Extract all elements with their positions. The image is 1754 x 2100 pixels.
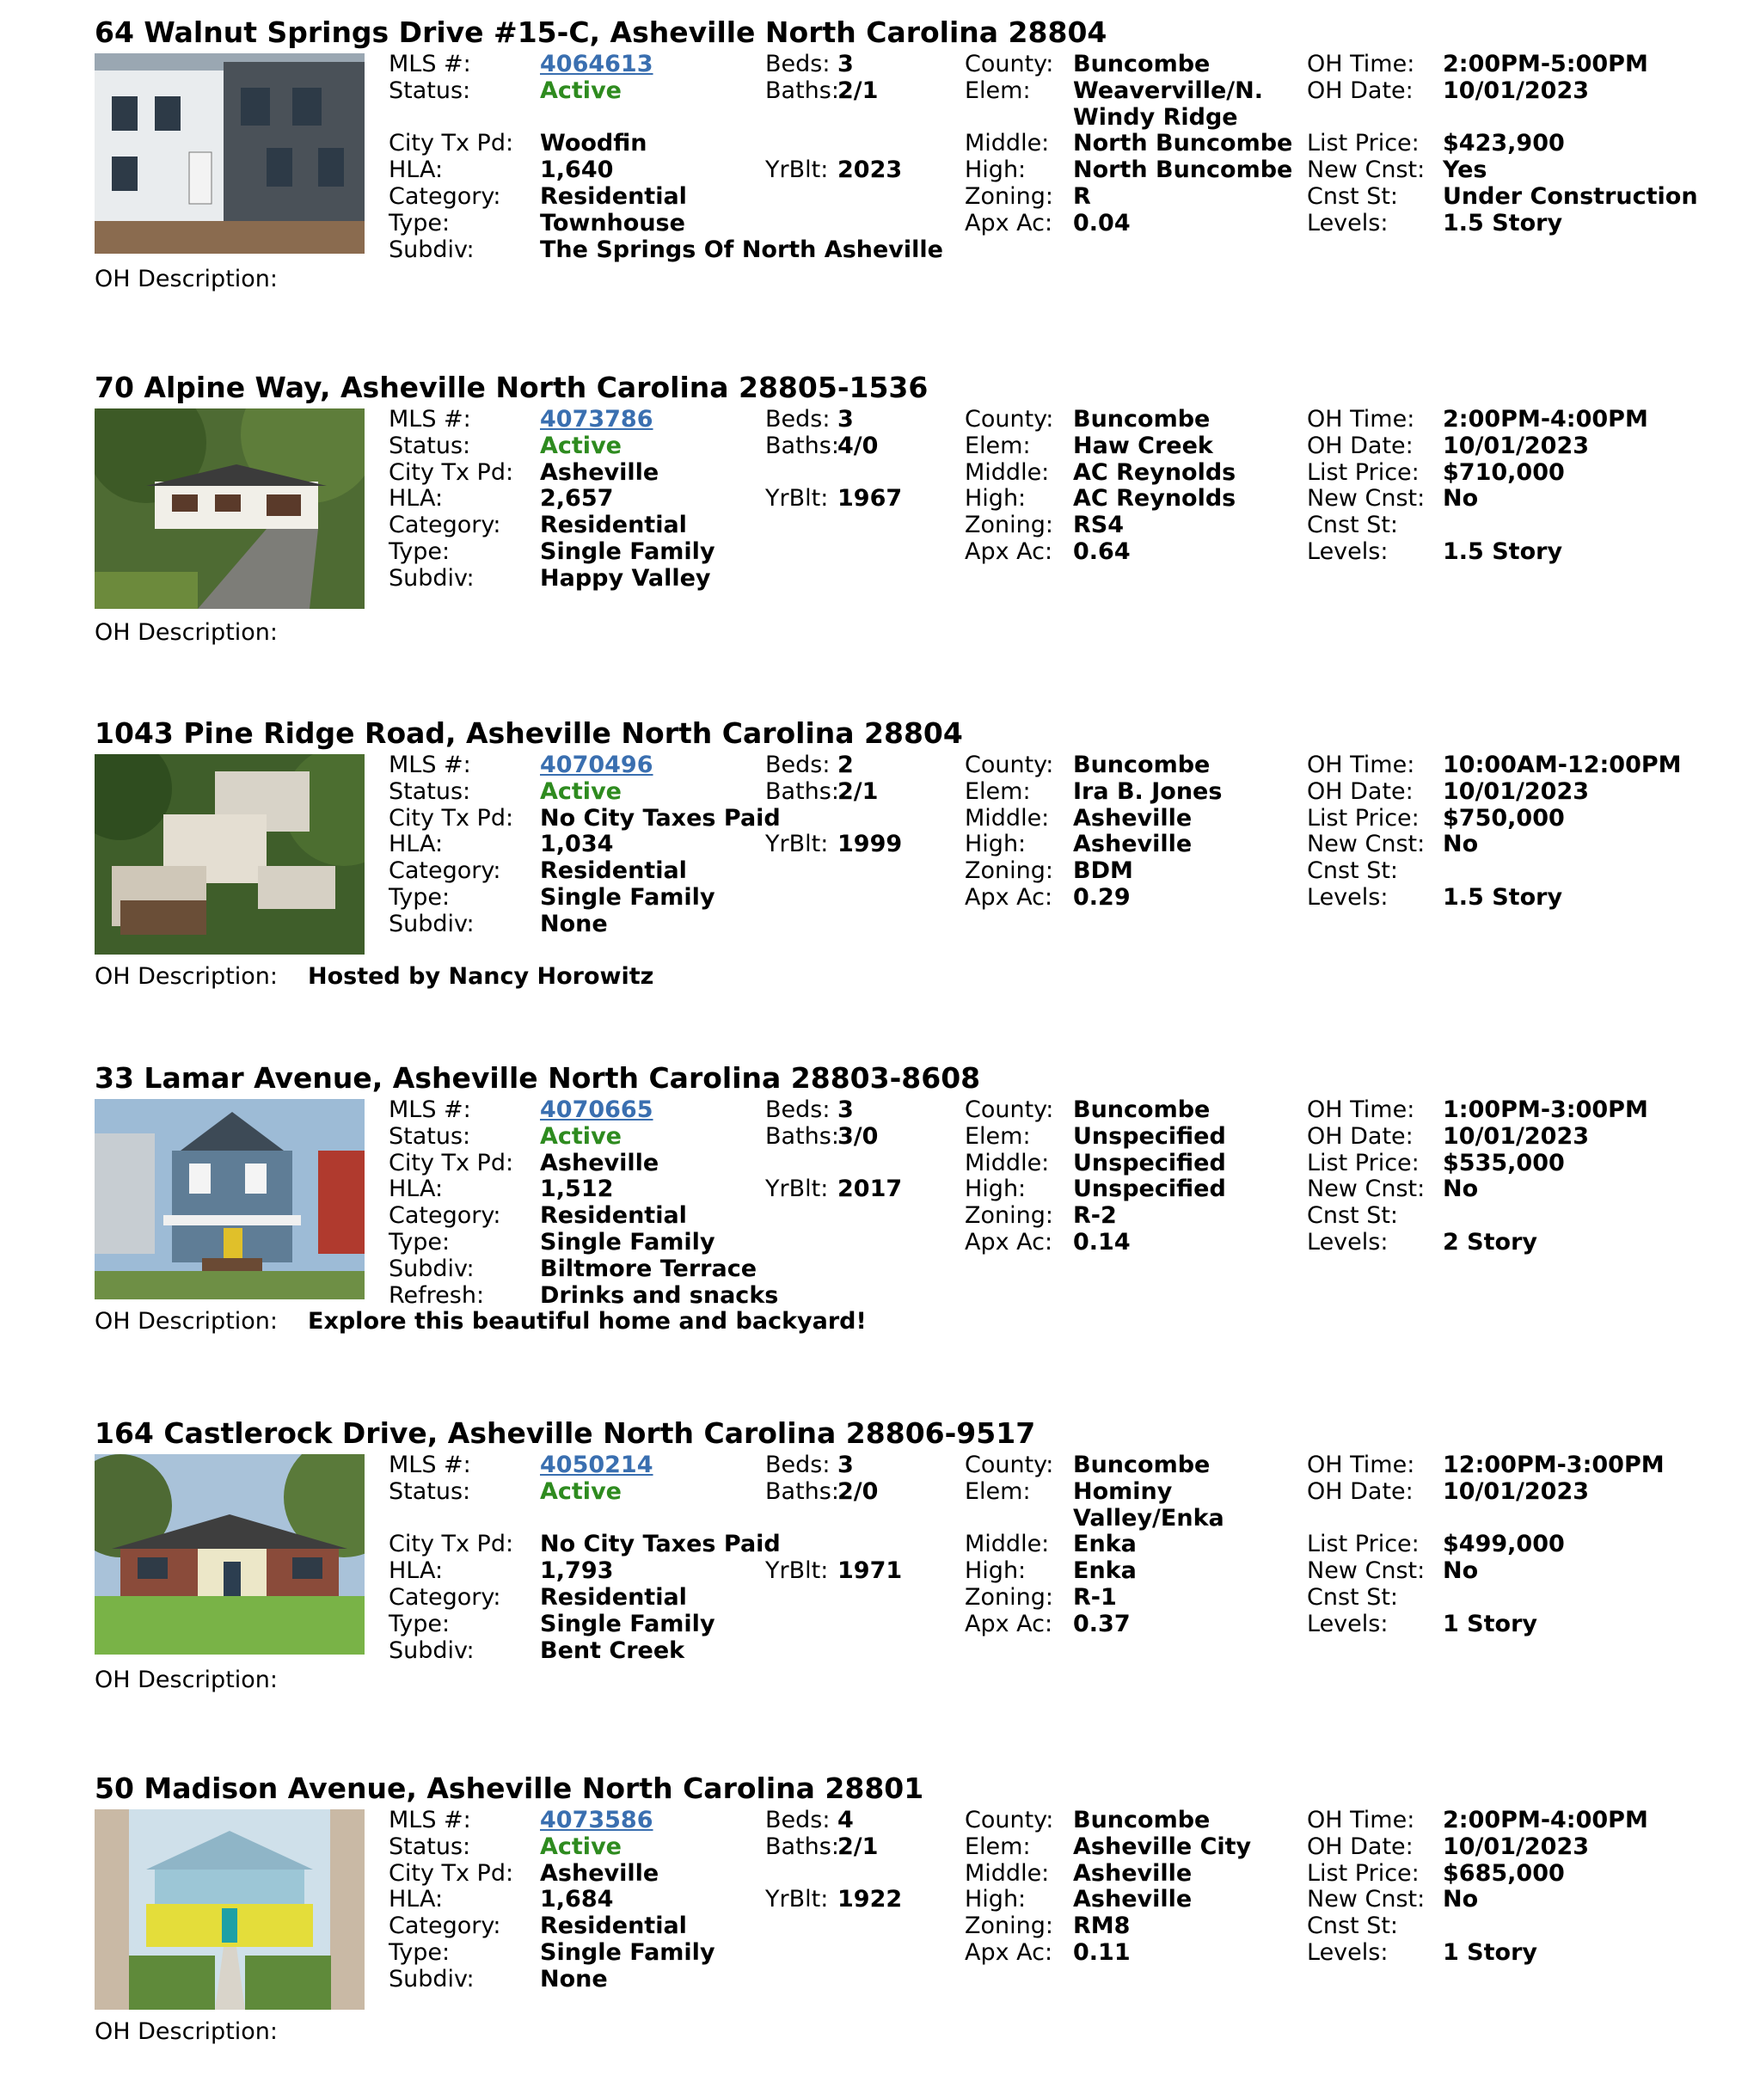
value-apx_ac: 0.04 xyxy=(1073,209,1131,236)
value-high: Unspecified xyxy=(1073,1176,1226,1203)
label-elem: Elem: xyxy=(965,777,1031,805)
value-subdiv: Biltmore Terrace xyxy=(540,1255,757,1282)
label-type: Type: xyxy=(389,1229,451,1256)
label-elem: Elem: xyxy=(965,1122,1031,1150)
value-levels: 1 Story xyxy=(1443,1939,1538,1966)
label-cnst_st: Cnst St: xyxy=(1307,183,1399,210)
value-category: Residential xyxy=(540,512,687,539)
listing-address: 1043 Pine Ridge Road, Asheville North Carolina 28804 xyxy=(95,716,963,750)
label-apx_ac: Apx Ac: xyxy=(965,209,1053,236)
label-county: County: xyxy=(965,406,1054,433)
label-city_tx: City Tx Pd: xyxy=(389,1859,514,1887)
value-yrblt: 2023 xyxy=(837,157,903,184)
label-subdiv: Subdiv: xyxy=(389,1255,475,1282)
label-oh_time: OH Time: xyxy=(1307,406,1415,433)
value-apx_ac: 0.64 xyxy=(1073,538,1131,565)
value-list_price: $535,000 xyxy=(1443,1149,1565,1176)
label-category: Category: xyxy=(389,512,501,539)
label-type: Type: xyxy=(389,209,451,236)
value-list_price: $710,000 xyxy=(1443,458,1565,486)
value-zoning: R-1 xyxy=(1073,1584,1117,1611)
label-zoning: Zoning: xyxy=(965,183,1053,210)
label-beds: Beds: xyxy=(765,1452,831,1478)
label-type: Type: xyxy=(389,1939,451,1966)
mls-number-link[interactable]: 4073586 xyxy=(540,1807,653,1833)
value-elem-line1: Weaverville/N. xyxy=(1073,77,1263,104)
label-new_cnst: New Cnst: xyxy=(1307,485,1426,513)
listing-card xyxy=(95,1773,1728,2100)
label-apx_ac: Apx Ac: xyxy=(965,1229,1053,1256)
label-category: Category: xyxy=(389,1584,501,1611)
value-subdiv: None xyxy=(540,910,608,937)
label-oh_date: OH Date: xyxy=(1307,1833,1414,1860)
value-baths: 4/0 xyxy=(837,432,879,459)
value-hla: 1,793 xyxy=(540,1557,614,1585)
label-yrblt: YrBlt: xyxy=(765,1176,829,1203)
label-elem: Elem: xyxy=(965,77,1031,104)
label-oh_time: OH Time: xyxy=(1307,1452,1415,1478)
label-levels: Levels: xyxy=(1307,209,1389,236)
label-cnst_st: Cnst St: xyxy=(1307,1202,1399,1230)
value-elem: Ira B. Jones xyxy=(1073,777,1223,805)
value-list_price: $423,900 xyxy=(1443,130,1565,157)
label-status: Status: xyxy=(389,432,471,459)
value-hla: 1,640 xyxy=(540,157,614,184)
value-new_cnst: No xyxy=(1443,1557,1479,1585)
label-elem: Elem: xyxy=(965,432,1031,459)
value-oh_date: 10/01/2023 xyxy=(1443,1833,1590,1860)
label-mls: MLS #: xyxy=(389,1096,471,1123)
value-beds: 3 xyxy=(837,406,854,433)
label-subdiv: Subdiv: xyxy=(389,564,475,592)
label-subdiv: Subdiv: xyxy=(389,1636,475,1664)
label-oh_time: OH Time: xyxy=(1307,1807,1415,1833)
label-high: High: xyxy=(965,1176,1027,1203)
value-category: Residential xyxy=(540,1584,687,1611)
value-yrblt: 1999 xyxy=(837,831,903,858)
value-county: Buncombe xyxy=(1073,1807,1211,1833)
label-baths: Baths: xyxy=(765,777,839,805)
value-yrblt: 1971 xyxy=(837,1557,903,1585)
label-yrblt: YrBlt: xyxy=(765,1886,829,1913)
value-oh_date: 10/01/2023 xyxy=(1443,1477,1590,1505)
value-category: Residential xyxy=(540,857,687,885)
label-middle: Middle: xyxy=(965,130,1050,157)
label-mls: MLS #: xyxy=(389,1452,471,1478)
label-baths: Baths: xyxy=(765,77,839,104)
value-status: Active xyxy=(540,1477,622,1505)
label-zoning: Zoning: xyxy=(965,1202,1053,1230)
mls-number-link[interactable]: 4064613 xyxy=(540,51,653,77)
value-levels: 1.5 Story xyxy=(1443,209,1563,236)
value-refresh: Drinks and snacks xyxy=(540,1281,779,1309)
label-mls: MLS #: xyxy=(389,406,471,433)
label-yrblt: YrBlt: xyxy=(765,157,829,184)
value-hla: 2,657 xyxy=(540,485,614,513)
value-zoning: BDM xyxy=(1073,857,1133,885)
value-beds: 3 xyxy=(837,1452,854,1478)
value-city_tx: No City Taxes Paid xyxy=(540,1531,781,1558)
label-hla: HLA: xyxy=(389,831,444,858)
label-baths: Baths: xyxy=(765,432,839,459)
label-oh-description: OH Description: xyxy=(95,2018,279,2045)
value-apx_ac: 0.29 xyxy=(1073,884,1131,911)
value-elem-line2: Windy Ridge xyxy=(1073,103,1238,131)
label-high: High: xyxy=(965,831,1027,858)
listing-card xyxy=(95,718,1728,1045)
label-county: County: xyxy=(965,1807,1054,1833)
label-oh_date: OH Date: xyxy=(1307,77,1414,104)
label-middle: Middle: xyxy=(965,458,1050,486)
label-beds: Beds: xyxy=(765,1807,831,1833)
value-county: Buncombe xyxy=(1073,752,1211,778)
label-mls: MLS #: xyxy=(389,1807,471,1833)
value-new_cnst: No xyxy=(1443,1176,1479,1203)
label-city_tx: City Tx Pd: xyxy=(389,130,514,157)
label-yrblt: YrBlt: xyxy=(765,485,829,513)
label-new_cnst: New Cnst: xyxy=(1307,157,1426,184)
label-oh_date: OH Date: xyxy=(1307,1122,1414,1150)
mls-number-link[interactable]: 4073786 xyxy=(540,406,653,433)
label-apx_ac: Apx Ac: xyxy=(965,1610,1053,1637)
label-oh-description: OH Description: xyxy=(95,1667,279,1693)
value-new_cnst: No xyxy=(1443,1886,1479,1913)
label-oh_time: OH Time: xyxy=(1307,752,1415,778)
house-photo-ranch-icon xyxy=(95,408,365,609)
label-city_tx: City Tx Pd: xyxy=(389,1531,514,1558)
label-beds: Beds: xyxy=(765,406,831,433)
value-levels: 1.5 Story xyxy=(1443,538,1563,565)
label-oh-description: OH Description: xyxy=(95,1308,279,1336)
value-beds: 4 xyxy=(837,1807,854,1833)
label-oh_date: OH Date: xyxy=(1307,777,1414,805)
value-elem: Unspecified xyxy=(1073,1122,1226,1150)
value-subdiv: The Springs Of North Asheville xyxy=(540,236,943,263)
label-middle: Middle: xyxy=(965,1531,1050,1558)
value-type: Single Family xyxy=(540,1229,715,1256)
listing-address: 164 Castlerock Drive, Asheville North Carolina 28806-9517 xyxy=(95,1416,1036,1450)
value-type: Single Family xyxy=(540,538,715,565)
label-beds: Beds: xyxy=(765,752,831,778)
value-list_price: $750,000 xyxy=(1443,804,1565,832)
value-list_price: $685,000 xyxy=(1443,1859,1565,1887)
value-high: North Buncombe xyxy=(1073,157,1293,184)
label-oh-description: OH Description: xyxy=(95,963,279,990)
value-oh_time: 2:00PM-5:00PM xyxy=(1443,51,1648,77)
value-baths: 2/1 xyxy=(837,77,879,104)
label-beds: Beds: xyxy=(765,1096,831,1123)
label-category: Category: xyxy=(389,1913,501,1940)
label-status: Status: xyxy=(389,777,471,805)
value-apx_ac: 0.37 xyxy=(1073,1610,1131,1637)
label-levels: Levels: xyxy=(1307,538,1389,565)
label-middle: Middle: xyxy=(965,1149,1050,1176)
label-county: County: xyxy=(965,752,1054,778)
label-apx_ac: Apx Ac: xyxy=(965,538,1053,565)
listing-card xyxy=(95,1063,1728,1390)
label-status: Status: xyxy=(389,1122,471,1150)
value-status: Active xyxy=(540,1833,622,1860)
label-list_price: List Price: xyxy=(1307,458,1420,486)
value-status: Active xyxy=(540,777,622,805)
value-county: Buncombe xyxy=(1073,406,1211,433)
label-apx_ac: Apx Ac: xyxy=(965,884,1053,911)
value-yrblt: 2017 xyxy=(837,1176,903,1203)
value-type: Single Family xyxy=(540,884,715,911)
label-zoning: Zoning: xyxy=(965,512,1053,539)
value-zoning: RS4 xyxy=(1073,512,1125,539)
label-new_cnst: New Cnst: xyxy=(1307,831,1426,858)
value-category: Residential xyxy=(540,1202,687,1230)
value-middle: North Buncombe xyxy=(1073,130,1293,157)
listing-address: 50 Madison Avenue, Asheville North Carolina 28801 xyxy=(95,1771,924,1805)
value-apx_ac: 0.14 xyxy=(1073,1229,1131,1256)
label-mls: MLS #: xyxy=(389,752,471,778)
label-hla: HLA: xyxy=(389,1557,444,1585)
label-type: Type: xyxy=(389,884,451,911)
value-levels: 2 Story xyxy=(1443,1229,1538,1256)
value-oh_date: 10/01/2023 xyxy=(1443,1122,1590,1150)
value-oh_date: 10/01/2023 xyxy=(1443,77,1590,104)
value-oh_date: 10/01/2023 xyxy=(1443,777,1590,805)
value-middle: AC Reynolds xyxy=(1073,458,1236,486)
value-oh_time: 10:00AM-12:00PM xyxy=(1443,752,1682,778)
value-city_tx: Asheville xyxy=(540,458,659,486)
label-list_price: List Price: xyxy=(1307,1859,1420,1887)
value-subdiv: None xyxy=(540,1965,608,1993)
label-oh_date: OH Date: xyxy=(1307,1477,1414,1505)
value-yrblt: 1967 xyxy=(837,485,903,513)
value-city_tx: No City Taxes Paid xyxy=(540,804,781,832)
label-list_price: List Price: xyxy=(1307,130,1420,157)
label-baths: Baths: xyxy=(765,1122,839,1150)
listing-card xyxy=(95,17,1728,344)
label-baths: Baths: xyxy=(765,1833,839,1860)
value-county: Buncombe xyxy=(1073,1096,1211,1123)
label-status: Status: xyxy=(389,77,471,104)
label-elem: Elem: xyxy=(965,1477,1031,1505)
listing-card xyxy=(95,1418,1728,1745)
label-city_tx: City Tx Pd: xyxy=(389,1149,514,1176)
label-new_cnst: New Cnst: xyxy=(1307,1557,1426,1585)
value-oh_time: 2:00PM-4:00PM xyxy=(1443,1807,1648,1833)
value-category: Residential xyxy=(540,1913,687,1940)
label-hla: HLA: xyxy=(389,1886,444,1913)
label-status: Status: xyxy=(389,1477,471,1505)
value-oh_time: 12:00PM-3:00PM xyxy=(1443,1452,1665,1478)
label-high: High: xyxy=(965,485,1027,513)
label-middle: Middle: xyxy=(965,804,1050,832)
label-list_price: List Price: xyxy=(1307,1149,1420,1176)
value-oh_time: 1:00PM-3:00PM xyxy=(1443,1096,1648,1123)
value-baths: 2/1 xyxy=(837,777,879,805)
value-new_cnst: No xyxy=(1443,831,1479,858)
label-levels: Levels: xyxy=(1307,1939,1389,1966)
value-high: Asheville xyxy=(1073,1886,1193,1913)
value-middle: Enka xyxy=(1073,1531,1137,1558)
label-zoning: Zoning: xyxy=(965,1584,1053,1611)
label-beds: Beds: xyxy=(765,51,831,77)
label-levels: Levels: xyxy=(1307,1229,1389,1256)
label-refresh: Refresh: xyxy=(389,1281,485,1309)
mls-number-link[interactable]: 4070496 xyxy=(540,752,653,778)
house-photo-brick-ranch-icon xyxy=(95,1454,365,1655)
label-high: High: xyxy=(965,157,1027,184)
value-oh-description: Hosted by Nancy Horowitz xyxy=(308,963,654,990)
value-hla: 1,512 xyxy=(540,1176,614,1203)
label-new_cnst: New Cnst: xyxy=(1307,1886,1426,1913)
value-elem: Haw Creek xyxy=(1073,432,1213,459)
mls-number-link[interactable]: 4050214 xyxy=(540,1452,653,1478)
label-oh_date: OH Date: xyxy=(1307,432,1414,459)
value-high: AC Reynolds xyxy=(1073,485,1236,513)
value-beds: 2 xyxy=(837,752,854,778)
label-type: Type: xyxy=(389,538,451,565)
value-hla: 1,684 xyxy=(540,1886,614,1913)
value-type: Townhouse xyxy=(540,209,685,236)
mls-number-link[interactable]: 4070665 xyxy=(540,1096,653,1123)
value-high: Asheville xyxy=(1073,831,1193,858)
value-beds: 3 xyxy=(837,1096,854,1123)
value-oh-description: Explore this beautiful home and backyard! xyxy=(308,1308,867,1336)
label-category: Category: xyxy=(389,857,501,885)
label-city_tx: City Tx Pd: xyxy=(389,804,514,832)
value-subdiv: Bent Creek xyxy=(540,1636,685,1664)
label-levels: Levels: xyxy=(1307,1610,1389,1637)
value-middle: Unspecified xyxy=(1073,1149,1226,1176)
label-cnst_st: Cnst St: xyxy=(1307,857,1399,885)
label-high: High: xyxy=(965,1557,1027,1585)
label-city_tx: City Tx Pd: xyxy=(389,458,514,486)
label-baths: Baths: xyxy=(765,1477,839,1505)
value-new_cnst: Yes xyxy=(1443,157,1487,184)
value-baths: 2/0 xyxy=(837,1477,879,1505)
value-city_tx: Woodfin xyxy=(540,130,647,157)
value-status: Active xyxy=(540,432,622,459)
value-cnst_st: Under Construction xyxy=(1443,183,1698,210)
value-baths: 3/0 xyxy=(837,1122,879,1150)
value-high: Enka xyxy=(1073,1557,1137,1585)
house-photo-townhouse-icon xyxy=(95,53,365,254)
label-status: Status: xyxy=(389,1833,471,1860)
label-category: Category: xyxy=(389,1202,501,1230)
label-zoning: Zoning: xyxy=(965,857,1053,885)
value-status: Active xyxy=(540,77,622,104)
value-zoning: RM8 xyxy=(1073,1913,1131,1940)
value-oh_time: 2:00PM-4:00PM xyxy=(1443,406,1648,433)
label-list_price: List Price: xyxy=(1307,1531,1420,1558)
listing-address: 33 Lamar Avenue, Asheville North Carolina 28803-8608 xyxy=(95,1061,981,1095)
label-oh-description: OH Description: xyxy=(95,266,279,292)
label-zoning: Zoning: xyxy=(965,1913,1053,1940)
label-subdiv: Subdiv: xyxy=(389,1965,475,1993)
label-yrblt: YrBlt: xyxy=(765,1557,829,1585)
value-apx_ac: 0.11 xyxy=(1073,1939,1131,1966)
label-hla: HLA: xyxy=(389,1176,444,1203)
value-zoning: R xyxy=(1073,183,1091,210)
value-type: Single Family xyxy=(540,1939,715,1966)
listing-card xyxy=(95,372,1728,699)
value-middle: Asheville xyxy=(1073,1859,1193,1887)
listing-address: 70 Alpine Way, Asheville North Carolina 28805-1536 xyxy=(95,371,929,404)
listing-address: 64 Walnut Springs Drive #15-C, Asheville North Carolina 28804 xyxy=(95,15,1107,49)
value-county: Buncombe xyxy=(1073,1452,1211,1478)
label-subdiv: Subdiv: xyxy=(389,236,475,263)
label-hla: HLA: xyxy=(389,485,444,513)
value-beds: 3 xyxy=(837,51,854,77)
label-subdiv: Subdiv: xyxy=(389,910,475,937)
value-subdiv: Happy Valley xyxy=(540,564,711,592)
value-elem-line2: Valley/Enka xyxy=(1073,1504,1224,1532)
label-high: High: xyxy=(965,1886,1027,1913)
value-yrblt: 1922 xyxy=(837,1886,903,1913)
label-type: Type: xyxy=(389,1610,451,1637)
value-zoning: R-2 xyxy=(1073,1202,1117,1230)
label-county: County: xyxy=(965,51,1054,77)
label-elem: Elem: xyxy=(965,1833,1031,1860)
label-yrblt: YrBlt: xyxy=(765,831,829,858)
label-county: County: xyxy=(965,1096,1054,1123)
label-hla: HLA: xyxy=(389,157,444,184)
value-levels: 1.5 Story xyxy=(1443,884,1563,911)
value-status: Active xyxy=(540,1122,622,1150)
label-oh_time: OH Time: xyxy=(1307,51,1415,77)
value-list_price: $499,000 xyxy=(1443,1531,1565,1558)
value-middle: Asheville xyxy=(1073,804,1193,832)
house-photo-aerial-icon xyxy=(95,754,365,955)
label-oh_time: OH Time: xyxy=(1307,1096,1415,1123)
value-category: Residential xyxy=(540,183,687,210)
value-elem-line1: Hominy xyxy=(1073,1477,1173,1505)
label-category: Category: xyxy=(389,183,501,210)
value-hla: 1,034 xyxy=(540,831,614,858)
value-oh_date: 10/01/2023 xyxy=(1443,432,1590,459)
value-county: Buncombe xyxy=(1073,51,1211,77)
label-middle: Middle: xyxy=(965,1859,1050,1887)
label-oh-description: OH Description: xyxy=(95,619,279,646)
label-cnst_st: Cnst St: xyxy=(1307,1584,1399,1611)
value-baths: 2/1 xyxy=(837,1833,879,1860)
label-apx_ac: Apx Ac: xyxy=(965,1939,1053,1966)
label-levels: Levels: xyxy=(1307,884,1389,911)
value-type: Single Family xyxy=(540,1610,715,1637)
value-city_tx: Asheville xyxy=(540,1149,659,1176)
value-city_tx: Asheville xyxy=(540,1859,659,1887)
label-list_price: List Price: xyxy=(1307,804,1420,832)
value-new_cnst: No xyxy=(1443,485,1479,513)
label-cnst_st: Cnst St: xyxy=(1307,1913,1399,1940)
house-photo-two-story-icon xyxy=(95,1099,365,1299)
label-county: County: xyxy=(965,1452,1054,1478)
label-mls: MLS #: xyxy=(389,51,471,77)
label-new_cnst: New Cnst: xyxy=(1307,1176,1426,1203)
value-levels: 1 Story xyxy=(1443,1610,1538,1637)
value-elem: Asheville City xyxy=(1073,1833,1252,1860)
house-photo-bungalow-icon xyxy=(95,1809,365,2010)
label-cnst_st: Cnst St: xyxy=(1307,512,1399,539)
